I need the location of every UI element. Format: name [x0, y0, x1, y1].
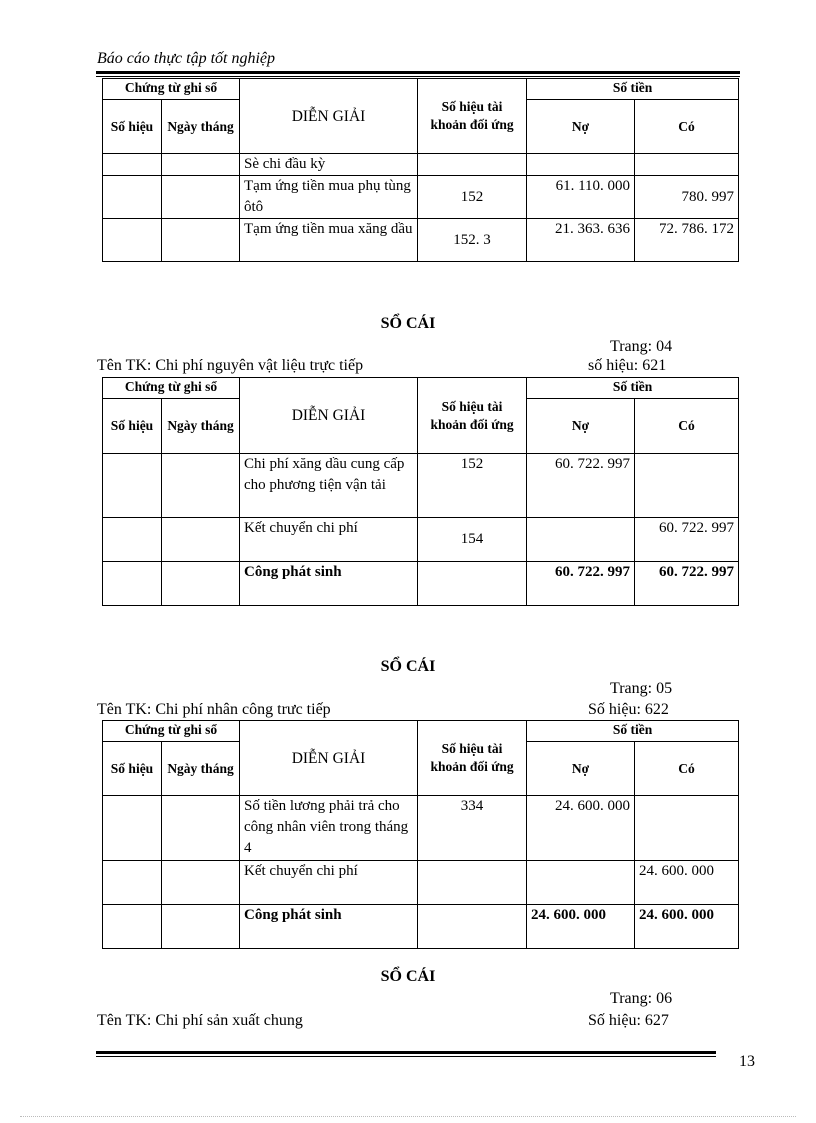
col-co: Có — [635, 742, 739, 796]
col-so-tien: Số tiền — [527, 721, 739, 742]
row-no — [527, 861, 635, 905]
table-row — [103, 518, 739, 562]
account-name: Tên TK: Chi phí nguyên vật liệu trực tiếp — [97, 357, 364, 374]
ledger-table-622 — [102, 720, 739, 949]
col-tk-doi-ung: Số hiệu tài khoản đối ứng — [418, 378, 527, 454]
total-row — [103, 905, 739, 949]
col-tk-doi-ung: Số hiệu tài khoản đối ứng — [418, 721, 527, 796]
col-dien-giai: DIỄN GIẢI — [240, 79, 418, 154]
page-number: 13 — [739, 1053, 755, 1070]
col-no: Nợ — [527, 399, 635, 454]
header-rule-thick — [96, 71, 740, 74]
header-rule-thin — [96, 76, 740, 77]
row-no: 21. 363. 636 — [527, 219, 635, 262]
page-edge-divider — [20, 1116, 796, 1117]
account-number: số hiệu: 621 — [588, 357, 667, 374]
account-number: Số hiệu: 627 — [588, 1012, 669, 1029]
table-row — [103, 176, 739, 219]
row-dien-giai: Chi phí xăng dầu cung cấp cho phương tiện vận tải — [240, 454, 418, 518]
col-so-hieu: Số hiệu — [103, 742, 162, 796]
row-no: 24. 600. 000 — [527, 796, 635, 861]
page-ref: Trang: 04 — [610, 338, 673, 355]
row-tk — [418, 861, 527, 905]
row-co — [635, 454, 739, 518]
account-name: Tên TK: Chi phí nhân công trưc tiếp — [97, 701, 331, 718]
row-tk: 334 — [418, 796, 527, 861]
total-co: 24. 600. 000 — [635, 905, 739, 949]
total-row — [103, 562, 739, 606]
row-co: 72. 786. 172 — [635, 219, 739, 262]
row-tk: 152 — [418, 176, 527, 219]
col-so-hieu: Số hiệu — [103, 100, 162, 154]
col-ngay-thang: Ngày tháng — [162, 399, 240, 454]
col-dien-giai: DIỄN GIẢI — [240, 721, 418, 796]
col-ngay-thang: Ngày tháng — [162, 742, 240, 796]
col-dien-giai: DIỄN GIẢI — [240, 378, 418, 454]
row-dien-giai: Kết chuyển chi phí — [240, 861, 418, 905]
table-row — [103, 154, 739, 176]
col-co: Có — [635, 100, 739, 154]
table-row — [103, 796, 739, 861]
ledger-title: SỔ CÁI — [380, 658, 436, 675]
report-header-title: Báo cáo thực tập tốt nghiệp — [97, 50, 276, 67]
col-so-tien: Số tiền — [527, 79, 739, 100]
row-dien-giai: Tạm ứng tiền mua phụ tùng ôtô — [240, 176, 418, 219]
row-tk: 152. 3 — [418, 219, 527, 262]
table-row — [103, 861, 739, 905]
col-co: Có — [635, 399, 739, 454]
page-ref: Trang: 06 — [610, 990, 673, 1007]
ledger-title: SỔ CÁI — [380, 315, 436, 332]
ledger-table-continued — [102, 78, 739, 262]
row-no: 61. 110. 000 — [527, 176, 635, 219]
footer-rule-thin — [96, 1056, 716, 1057]
row-dien-giai: Số tiền lương phải trả cho công nhân viên trong tháng 4 — [240, 796, 418, 861]
row-co — [635, 796, 739, 861]
total-no: 60. 722. 997 — [527, 562, 635, 606]
table-row — [103, 219, 739, 262]
total-label: Công phát sinh — [240, 905, 418, 949]
row-no — [527, 518, 635, 562]
col-chung-tu: Chứng từ ghi sổ — [103, 378, 240, 399]
total-label: Công phát sinh — [240, 562, 418, 606]
col-chung-tu: Chứng từ ghi sổ — [103, 79, 240, 100]
footer-rule-thick — [96, 1051, 716, 1054]
row-co: 24. 600. 000 — [635, 861, 739, 905]
col-so-hieu: Số hiệu — [103, 399, 162, 454]
col-so-tien: Số tiền — [527, 378, 739, 399]
page-ref: Trang: 05 — [610, 680, 673, 697]
col-no: Nợ — [527, 742, 635, 796]
total-no: 24. 600. 000 — [527, 905, 635, 949]
ledger-table-621 — [102, 377, 739, 606]
col-chung-tu: Chứng từ ghi sổ — [103, 721, 240, 742]
account-name: Tên TK: Chi phí sản xuất chung — [97, 1012, 303, 1029]
row-tk: 152 — [418, 454, 527, 518]
row-tk: 154 — [418, 518, 527, 562]
col-no: Nợ — [527, 100, 635, 154]
row-co: 780. 997 — [635, 176, 739, 219]
table-row — [103, 454, 739, 518]
row-co: 60. 722. 997 — [635, 518, 739, 562]
row-dien-giai: Tạm ứng tiền mua xăng dầu — [240, 219, 418, 262]
row-no: 60. 722. 997 — [527, 454, 635, 518]
col-ngay-thang: Ngày tháng — [162, 100, 240, 154]
col-tk-doi-ung: Số hiệu tài khoản đối ứng — [418, 79, 527, 154]
total-co: 60. 722. 997 — [635, 562, 739, 606]
ledger-title: SỔ CÁI — [380, 968, 436, 985]
row-dien-giai: Sè chi đầu kỳ — [240, 154, 418, 176]
account-number: Số hiệu: 622 — [588, 701, 669, 718]
row-dien-giai: Kết chuyển chi phí — [240, 518, 418, 562]
